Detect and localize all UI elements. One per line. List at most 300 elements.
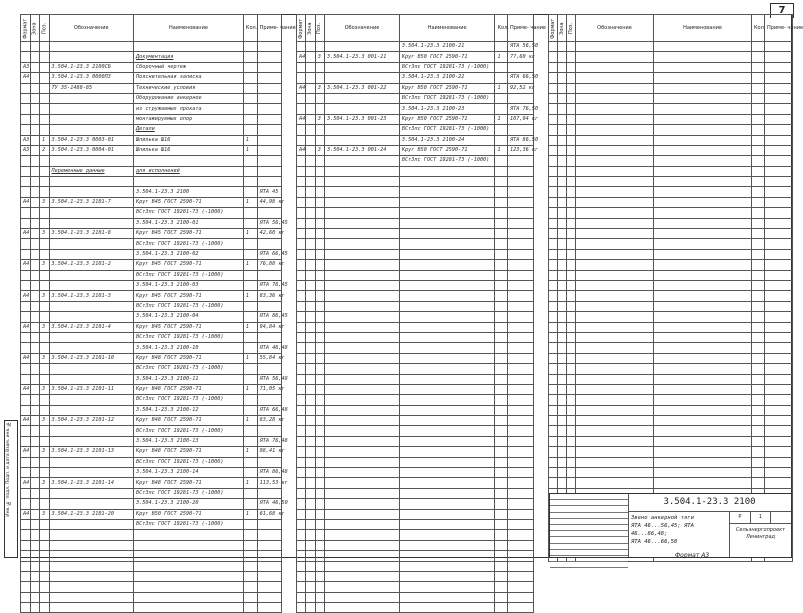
document-name-line1: Звено анкерной тяги bbox=[631, 515, 694, 521]
cell-designation: 3.504.1-23.3 2101-10 bbox=[49, 353, 134, 363]
cell-zone bbox=[30, 571, 40, 581]
cell-note bbox=[507, 468, 533, 478]
cell-name bbox=[399, 322, 495, 332]
cell-qty bbox=[752, 145, 765, 155]
table-row bbox=[549, 145, 793, 155]
cell-name: ВСт3пс ГОСТ 19281-73 (-1000) bbox=[134, 457, 244, 467]
cell-zone bbox=[30, 145, 40, 155]
cell-designation bbox=[576, 312, 654, 322]
cell-name bbox=[654, 353, 752, 363]
header-zone: Зона bbox=[306, 15, 315, 42]
cell-name bbox=[654, 291, 752, 301]
cell-pos: 3 bbox=[40, 291, 50, 301]
cell-zone bbox=[558, 280, 567, 290]
cell-format bbox=[297, 260, 306, 270]
cell-zone bbox=[30, 135, 40, 145]
cell-pos bbox=[567, 114, 576, 124]
cell-format bbox=[21, 156, 31, 166]
cell-zone bbox=[306, 447, 315, 457]
cell-format bbox=[21, 312, 31, 322]
cell-format bbox=[297, 229, 306, 239]
sheet-cell: 1 bbox=[751, 511, 772, 523]
cell-designation bbox=[576, 208, 654, 218]
cell-format bbox=[297, 571, 306, 581]
cell-name bbox=[654, 125, 752, 135]
table-row bbox=[549, 426, 793, 436]
cell-zone bbox=[30, 218, 40, 228]
cell-name: Круг В45 ГОСТ 2590-71 bbox=[134, 322, 244, 332]
cell-note bbox=[257, 488, 281, 498]
cell-zone bbox=[30, 280, 40, 290]
cell-qty bbox=[243, 73, 257, 83]
cell-zone bbox=[30, 426, 40, 436]
cell-name: Круг В48 ГОСТ 2590-71 bbox=[134, 478, 244, 488]
cell-pos bbox=[567, 343, 576, 353]
cell-note bbox=[765, 291, 793, 301]
cell-designation bbox=[576, 436, 654, 446]
cell-note: ЯТА 46,48 bbox=[257, 343, 281, 353]
cell-designation bbox=[325, 187, 400, 197]
cell-designation bbox=[49, 551, 134, 561]
cell-note: ЯТА 86,48 bbox=[257, 468, 281, 478]
cell-designation: Переменные данные bbox=[49, 166, 134, 176]
table-row bbox=[21, 218, 282, 228]
table-row bbox=[297, 208, 534, 218]
cell-designation bbox=[325, 218, 400, 228]
cell-name: ВСт3пс ГОСТ 19281-73 (-1000) bbox=[134, 208, 244, 218]
cell-pos bbox=[40, 249, 50, 259]
cell-pos bbox=[40, 374, 50, 384]
cell-qty bbox=[243, 239, 257, 249]
cell-designation bbox=[325, 197, 400, 207]
cell-note bbox=[507, 571, 533, 581]
cell-qty bbox=[243, 270, 257, 280]
cell-note: 83,36 кг bbox=[257, 291, 281, 301]
cell-name bbox=[399, 530, 495, 540]
cell-format bbox=[549, 197, 558, 207]
cell-designation bbox=[325, 540, 400, 550]
cell-designation bbox=[576, 156, 654, 166]
cell-designation bbox=[576, 62, 654, 72]
table-header bbox=[549, 15, 793, 42]
cell-qty bbox=[243, 332, 257, 342]
cell-note bbox=[257, 395, 281, 405]
cell-name: Круг В48 ГОСТ 2590-71 bbox=[134, 416, 244, 426]
cell-zone bbox=[30, 592, 40, 602]
table-row bbox=[21, 135, 282, 145]
cell-pos: 3 bbox=[315, 145, 324, 155]
cell-note bbox=[507, 270, 533, 280]
cell-pos bbox=[40, 592, 50, 602]
cell-qty bbox=[495, 229, 507, 239]
cell-note bbox=[257, 52, 281, 62]
cell-pos bbox=[567, 416, 576, 426]
cell-designation: 3.504.1-23.3 2101-14 bbox=[49, 478, 134, 488]
table-row bbox=[297, 197, 534, 207]
cell-zone bbox=[558, 416, 567, 426]
cell-name bbox=[134, 156, 244, 166]
cell-designation bbox=[576, 374, 654, 384]
cell-qty bbox=[495, 499, 507, 509]
cell-designation: 3.504.1-23.3 2101-2 bbox=[49, 260, 134, 270]
cell-format bbox=[549, 395, 558, 405]
cell-pos bbox=[315, 62, 324, 72]
cell-qty bbox=[752, 42, 765, 52]
page-number: 7 bbox=[770, 3, 794, 18]
cell-note bbox=[765, 343, 793, 353]
cell-zone bbox=[306, 280, 315, 290]
cell-zone bbox=[30, 332, 40, 342]
cell-designation bbox=[49, 405, 134, 415]
cell-format bbox=[549, 145, 558, 155]
sheets-cell bbox=[771, 511, 791, 523]
cell-note bbox=[507, 395, 533, 405]
table-row bbox=[21, 166, 282, 176]
table-row bbox=[549, 332, 793, 342]
organization-name: Сельэнергопроект bbox=[735, 527, 786, 533]
cell-pos bbox=[315, 436, 324, 446]
cell-pos bbox=[40, 364, 50, 374]
table-row bbox=[21, 291, 282, 301]
cell-designation bbox=[49, 93, 134, 103]
cell-note bbox=[257, 93, 281, 103]
cell-format bbox=[297, 364, 306, 374]
cell-qty bbox=[243, 519, 257, 529]
cell-designation bbox=[576, 249, 654, 259]
cell-note bbox=[257, 332, 281, 342]
cell-designation bbox=[49, 519, 134, 529]
cell-designation: ТУ 35-1488-85 bbox=[49, 83, 134, 93]
cell-format bbox=[21, 488, 31, 498]
cell-designation bbox=[576, 332, 654, 342]
cell-zone bbox=[306, 468, 315, 478]
cell-designation bbox=[49, 104, 134, 114]
cell-zone bbox=[558, 447, 567, 457]
cell-zone bbox=[306, 177, 315, 187]
cell-designation bbox=[49, 343, 134, 353]
cell-qty bbox=[752, 187, 765, 197]
table-row bbox=[297, 83, 534, 93]
cell-qty bbox=[243, 156, 257, 166]
cell-qty: 1 bbox=[243, 384, 257, 394]
cell-name bbox=[654, 197, 752, 207]
cell-designation bbox=[576, 353, 654, 363]
spec-table-right bbox=[548, 14, 803, 562]
cell-name bbox=[654, 332, 752, 342]
cell-name bbox=[654, 270, 752, 280]
cell-note: 83,28 кг bbox=[257, 416, 281, 426]
cell-pos bbox=[40, 488, 50, 498]
cell-qty bbox=[752, 468, 765, 478]
cell-qty bbox=[495, 436, 507, 446]
cell-designation bbox=[576, 426, 654, 436]
cell-qty: 1 bbox=[243, 197, 257, 207]
cell-name bbox=[654, 93, 752, 103]
cell-pos: 3 bbox=[40, 322, 50, 332]
cell-qty bbox=[243, 93, 257, 103]
cell-format bbox=[21, 52, 31, 62]
cell-format bbox=[297, 353, 306, 363]
table-row bbox=[297, 218, 534, 228]
cell-qty bbox=[495, 93, 507, 103]
cell-name: 3.504.1-23.3 2100-22 bbox=[399, 73, 495, 83]
cell-qty bbox=[495, 384, 507, 394]
spec-table-middle bbox=[296, 14, 546, 613]
cell-name bbox=[399, 405, 495, 415]
table-row bbox=[297, 125, 534, 135]
cell-format bbox=[549, 291, 558, 301]
cell-qty bbox=[495, 478, 507, 488]
cell-zone bbox=[30, 291, 40, 301]
table-row bbox=[549, 301, 793, 311]
cell-pos bbox=[40, 468, 50, 478]
cell-format bbox=[549, 322, 558, 332]
cell-format bbox=[21, 603, 31, 613]
cell-format bbox=[21, 571, 31, 581]
cell-qty bbox=[752, 218, 765, 228]
cell-note bbox=[507, 312, 533, 322]
cell-note: 98,41 кг bbox=[257, 447, 281, 457]
cell-pos bbox=[315, 426, 324, 436]
cell-designation bbox=[325, 499, 400, 509]
cell-note bbox=[257, 582, 281, 592]
cell-format bbox=[21, 114, 31, 124]
cell-format bbox=[549, 114, 558, 124]
title-block-signature-grid bbox=[550, 494, 629, 557]
table-row bbox=[549, 208, 793, 218]
cell-qty bbox=[752, 447, 765, 457]
cell-designation bbox=[576, 42, 654, 52]
table-row bbox=[21, 540, 282, 550]
cell-note: 55,84 кг bbox=[257, 353, 281, 363]
cell-note bbox=[507, 291, 533, 301]
cell-note: ЯТА 76,45 bbox=[257, 280, 281, 290]
cell-pos bbox=[40, 540, 50, 550]
table-row bbox=[21, 125, 282, 135]
cell-note bbox=[257, 104, 281, 114]
cell-name bbox=[134, 530, 244, 540]
cell-zone bbox=[306, 52, 315, 62]
cell-format bbox=[21, 405, 31, 415]
table-row bbox=[549, 353, 793, 363]
cell-qty bbox=[243, 52, 257, 62]
cell-pos bbox=[567, 177, 576, 187]
table-row bbox=[21, 93, 282, 103]
cell-zone bbox=[30, 62, 40, 72]
table-row bbox=[549, 291, 793, 301]
cell-zone bbox=[30, 249, 40, 259]
cell-qty bbox=[752, 229, 765, 239]
cell-note bbox=[765, 447, 793, 457]
cell-qty bbox=[243, 551, 257, 561]
cell-pos bbox=[40, 93, 50, 103]
cell-note bbox=[765, 135, 793, 145]
cell-pos bbox=[315, 582, 324, 592]
table-row bbox=[297, 384, 534, 394]
table-row bbox=[297, 166, 534, 176]
table-row bbox=[21, 114, 282, 124]
table-row bbox=[21, 249, 282, 259]
cell-name: Круг В50 ГОСТ 2590-71 bbox=[399, 114, 495, 124]
cell-qty bbox=[752, 312, 765, 322]
cell-pos bbox=[40, 83, 50, 93]
cell-qty bbox=[495, 405, 507, 415]
cell-designation bbox=[325, 312, 400, 322]
table-row bbox=[549, 62, 793, 72]
cell-note bbox=[765, 270, 793, 280]
table-row bbox=[549, 125, 793, 135]
table-row bbox=[549, 447, 793, 457]
cell-name: Шпилька Ш16 bbox=[134, 135, 244, 145]
cell-note bbox=[257, 62, 281, 72]
cell-name bbox=[654, 104, 752, 114]
cell-designation: 3.504.1-23.3 2101-7 bbox=[49, 197, 134, 207]
cell-format bbox=[549, 468, 558, 478]
table-row bbox=[297, 582, 534, 592]
cell-pos bbox=[567, 426, 576, 436]
cell-pos bbox=[315, 301, 324, 311]
cell-qty bbox=[752, 405, 765, 415]
table-row bbox=[297, 603, 534, 613]
cell-format: А4 bbox=[21, 384, 31, 394]
cell-note bbox=[507, 125, 533, 135]
cell-pos bbox=[40, 312, 50, 322]
cell-designation bbox=[325, 104, 400, 114]
cell-pos bbox=[40, 270, 50, 280]
header-format: Формат bbox=[297, 15, 306, 42]
cell-pos bbox=[567, 166, 576, 176]
cell-zone bbox=[306, 208, 315, 218]
cell-designation bbox=[325, 561, 400, 571]
cell-pos: 2 bbox=[40, 145, 50, 155]
cell-note: ЯТА 86,45 bbox=[257, 312, 281, 322]
cell-format bbox=[549, 73, 558, 83]
format-label: Формат А3 bbox=[675, 552, 710, 559]
cell-qty: 1 bbox=[243, 478, 257, 488]
cell-pos bbox=[315, 447, 324, 457]
cell-format bbox=[297, 416, 306, 426]
header-designation: Обозначение bbox=[576, 15, 654, 42]
cell-name: Документация bbox=[134, 52, 244, 62]
cell-name bbox=[654, 229, 752, 239]
cell-name: ВСт3пс ГОСТ 19281-73 (-1000) bbox=[134, 488, 244, 498]
cell-designation bbox=[576, 166, 654, 176]
cell-note bbox=[257, 592, 281, 602]
table-row bbox=[297, 447, 534, 457]
cell-format bbox=[549, 447, 558, 457]
header-qty: Кол. bbox=[495, 15, 507, 42]
cell-note bbox=[765, 104, 793, 114]
cell-zone bbox=[30, 312, 40, 322]
cell-designation bbox=[49, 332, 134, 342]
table-row bbox=[297, 301, 534, 311]
cell-zone bbox=[558, 229, 567, 239]
cell-qty bbox=[495, 416, 507, 426]
cell-zone bbox=[30, 530, 40, 540]
cell-zone bbox=[306, 229, 315, 239]
cell-designation bbox=[325, 384, 400, 394]
cell-qty bbox=[495, 353, 507, 363]
cell-name bbox=[654, 364, 752, 374]
cell-designation bbox=[576, 405, 654, 415]
cell-zone bbox=[558, 73, 567, 83]
cell-zone bbox=[306, 374, 315, 384]
cell-format bbox=[297, 603, 306, 613]
cell-name bbox=[399, 353, 495, 363]
cell-qty: 1 bbox=[495, 52, 507, 62]
cell-qty bbox=[495, 73, 507, 83]
cell-note bbox=[765, 197, 793, 207]
cell-name: 3.504.1-23.3 2100-11 bbox=[134, 374, 244, 384]
cell-qty: 1 bbox=[243, 291, 257, 301]
cell-zone bbox=[30, 301, 40, 311]
cell-format bbox=[549, 478, 558, 488]
cell-format bbox=[549, 426, 558, 436]
cell-zone bbox=[30, 416, 40, 426]
cell-note bbox=[257, 603, 281, 613]
cell-designation bbox=[49, 571, 134, 581]
cell-name bbox=[654, 249, 752, 259]
cell-pos bbox=[315, 540, 324, 550]
cell-note bbox=[507, 187, 533, 197]
cell-format: А4 bbox=[21, 509, 31, 519]
cell-qty bbox=[495, 62, 507, 72]
table-row bbox=[297, 457, 534, 467]
cell-zone bbox=[30, 270, 40, 280]
cell-format bbox=[549, 52, 558, 62]
cell-designation bbox=[325, 457, 400, 467]
header-pos: Поз. bbox=[40, 15, 50, 42]
table-row bbox=[549, 42, 793, 52]
cell-name: Круг В50 ГОСТ 2590-71 bbox=[134, 509, 244, 519]
cell-format bbox=[21, 457, 31, 467]
cell-format bbox=[21, 301, 31, 311]
cell-designation: 3.504.1-23.3 0004-01 bbox=[49, 145, 134, 155]
cell-qty bbox=[752, 156, 765, 166]
cell-designation bbox=[325, 135, 400, 145]
table-row bbox=[297, 540, 534, 550]
cell-designation bbox=[325, 280, 400, 290]
cell-designation bbox=[49, 374, 134, 384]
cell-pos bbox=[40, 582, 50, 592]
cell-zone bbox=[306, 384, 315, 394]
cell-designation bbox=[576, 364, 654, 374]
document-name bbox=[628, 511, 730, 557]
cell-name: 3.504.1-23.3 2100-02 bbox=[134, 249, 244, 259]
cell-pos bbox=[567, 395, 576, 405]
cell-format bbox=[549, 312, 558, 322]
cell-designation bbox=[49, 52, 134, 62]
cell-name bbox=[654, 62, 752, 72]
header-format: Формат bbox=[21, 15, 31, 42]
cell-name: Оборудование анкерное bbox=[134, 93, 244, 103]
cell-format: А4 bbox=[297, 114, 306, 124]
cell-format bbox=[297, 519, 306, 529]
cell-note bbox=[765, 405, 793, 415]
cell-qty bbox=[752, 177, 765, 187]
cell-zone bbox=[558, 478, 567, 488]
cell-format: А4 bbox=[21, 447, 31, 457]
cell-designation bbox=[49, 125, 134, 135]
cell-name: ВСт3пс ГОСТ 19281-73 (-1000) bbox=[399, 125, 495, 135]
table-row bbox=[297, 374, 534, 384]
cell-qty bbox=[495, 540, 507, 550]
cell-zone bbox=[306, 62, 315, 72]
cell-note: ЯТА 56,50 bbox=[507, 42, 533, 52]
cell-format: А4 bbox=[21, 291, 31, 301]
cell-format: А3 bbox=[21, 145, 31, 155]
cell-name bbox=[654, 395, 752, 405]
